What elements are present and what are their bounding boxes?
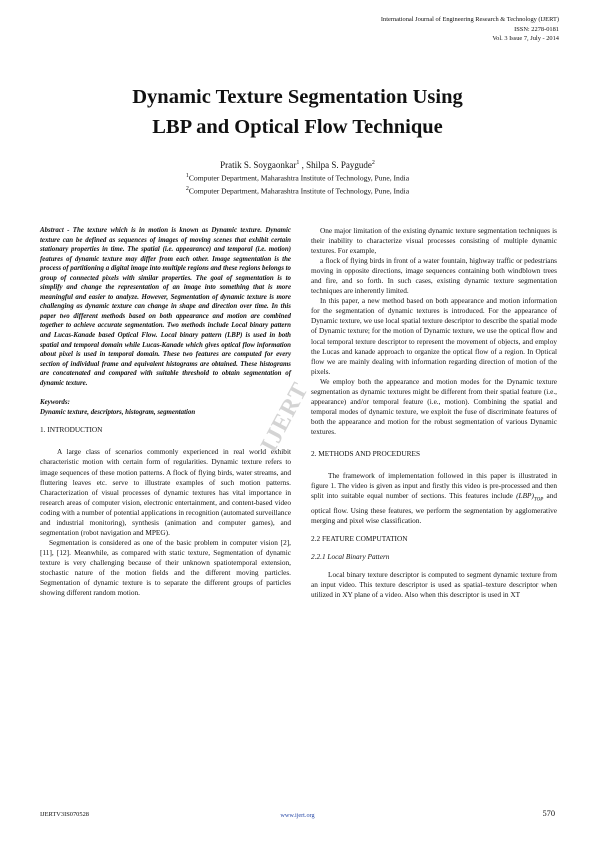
abstract: Abstract - The texture which is in motion is known as Dynamic texture. Dynamic texture can be defined as sequences of images of moving scenes that exhibit certain stationary properties in time. The spatial (i.e. appearance) and temporal (i.e. motion) features of dynamic texture may differ from each other. Image segmentation is the process of partitioning a digital image into multiple regions and these regions belongs to group of connected pixels with similar properties. The goal of segmentation is to simplify and change the representation of an image into something that is more meaningful and easier to analyze. However, Segmentation of dynamic texture is more challenging as dynamic texture can change in shape and direction over time. In this paper two different methods based on both appearance and motion are combined together to achieve accurate segmentation. Two methods include Local binary pattern and Lucas-Kanade based Optical Flow. Local binary pattern (LBP) is used in both spatial and temporal domain while Lucas-Kanade which gives optical flow information about pixel is used in temporal domain. These two features are computed for every section of individual frame and equivalent histograms are obtained. These histograms are concatenated and compared with suitable threshold to obtain segmentation of dynamic texture. (40, 227, 291, 387)
section-heading-methods: 2. METHODS AND PROCEDURES (311, 448, 421, 458)
title-line-2: LBP and Optical Flow Technique (152, 116, 443, 138)
aff-1-text: Computer Department, Maharashtra Institute of Technology, Pune, India (188, 173, 410, 183)
author-1-sup: 1 (296, 160, 300, 166)
journal-header (239, 15, 559, 44)
author-2: Shilpa S. Paygude (306, 160, 372, 170)
methods-paragraph (311, 471, 557, 526)
author-1: Pratik S. Soygaonkar (220, 160, 297, 170)
keywords-label: Keywords: (40, 399, 70, 407)
subsection-heading-lbp: 2.2.1 Local Binary Pattern (311, 551, 390, 561)
affiliation-1 (40, 171, 555, 184)
intro-paragraph-1: A large class of scenarios commonly experienced in real world exhibit characteristic motion with certain form of regularities. Dynamic texture refers to image sequences of these motion patterns. A flock of flying birds, water streams, and fluttering leaves etc. serve to illustrate examples of such motion patterns. Characterization of visual processes of dynamic textures has vital importance in research areas of computer vision, electronic entertainment, and content-based video coding with a number of potential applications in recognition (automated surveillance and industrial monitoring), synthesis (animation and computer games), and segmentation (robot navigation and MPEG). (40, 447, 291, 537)
author-separator: , (299, 160, 307, 170)
author-block (40, 158, 555, 197)
journal-name: International Journal of Engineering Research & Technology (IJERT) (380, 16, 559, 23)
methods-text-a: The framework of implementation followed in this paper is illustrated in figure 1. The video is given as input and firstly this video is pre-processed and then split into suitable equal number of sections. This features include (311, 471, 557, 501)
keywords: Dynamic texture, descriptors, histogram, segmentation (40, 408, 196, 416)
title-line-1: Dynamic Texture Segmentation Using (132, 86, 463, 108)
affiliation-2 (40, 184, 555, 197)
aff-2-text: Computer Department, Maharashtra Institute of Technology, Pune, India (188, 186, 410, 196)
footer-paper-id: IJERTV3IS070528 (40, 811, 89, 818)
issn: ISSN: 2278-0181 (514, 25, 559, 33)
left-column (40, 226, 291, 598)
lbp-top-math: (LBP) (516, 491, 534, 501)
lbp-top-subscript: TOP (533, 497, 544, 503)
section-heading-introduction: 1. INTRODUCTION (40, 425, 103, 435)
author-2-sup: 2 (371, 160, 375, 166)
right-column (311, 226, 557, 600)
body-paragraph-3: In this paper, a new method based on both appearance and motion information for the segmentation of dynamic textures is introduced. For the appearance of Dynamic texture, we use local spatial texture descriptor to describe the spatial mode of Dynamic texture; for the motion of Dynamic texture, we use the optical flow and local temporal texture descriptor to represent the movement of objects, and employ the Lucas and kanade approach to organize the optical flow of a region. In Optical flow we are mainly dealing with information regarding direction of motion of the pixels. (311, 296, 557, 376)
body-paragraph-2: a flock of flying birds in front of a water fountain, highway traffic or pedestrians moving in opposite directions, image sequences containing both windblown trees and fire, and so forth. In such cases, existing dynamic texture segmentation techniques are inherently limited. (311, 256, 557, 296)
lbp-paragraph: Local binary texture descriptor is computed to segment dynamic texture from an input video. This texture descriptor is used as spatial–texture descriptor when utilized in XY plane of a video. Also when this descriptor is used in XT (311, 569, 557, 599)
section-heading-feature-computation: 2.2 FEATURE COMPUTATION (311, 533, 408, 543)
volume-issue: Vol. 3 Issue 7, July - 2014 (492, 35, 559, 43)
paper-title (40, 82, 555, 142)
body-paragraph-1: One major limitation of the existing dynamic texture segmentation techniques is their inability to characterize visual processes consisting of multiple dynamic textures. For example, (311, 226, 557, 256)
watermark: IJERT (255, 378, 315, 457)
author-names (40, 158, 555, 171)
footer-url[interactable]: www.ijert.org (280, 812, 315, 819)
aff-2-sup: 2 (185, 185, 189, 192)
aff-1-sup: 1 (185, 173, 189, 180)
body-paragraph-4: We employ both the appearance and motion modes for the Dynamic texture segmentation as dynamic textures might be different from their spatial feature (i.e., appearance) and/or temporal feature (i.e., motion). Combining the spatial and temporal modes of dynamic texture, we exploit the fuse of discriminate features of both the appearance and motion for the robust segmentation of various Dynamic textures. (311, 376, 557, 436)
intro-paragraph-2: Segmentation is considered as one of the basic problem in computer vision [2], [11], [12]. Meanwhile, as compared with static texture, Segmentation of dynamic texture is very challenging because of their unknown spatiotemporal extension, stochastic nature of the motion fields and the different moving particles. Segmentation of dynamic texture is to separate the different groups of particles showing different random motion. (40, 537, 291, 598)
methods-text-b: and optical flow. Using these features, we perform the segmentation by agglomerative merging and pixel wise classification. (311, 491, 557, 525)
page-number: 570 (542, 809, 555, 818)
